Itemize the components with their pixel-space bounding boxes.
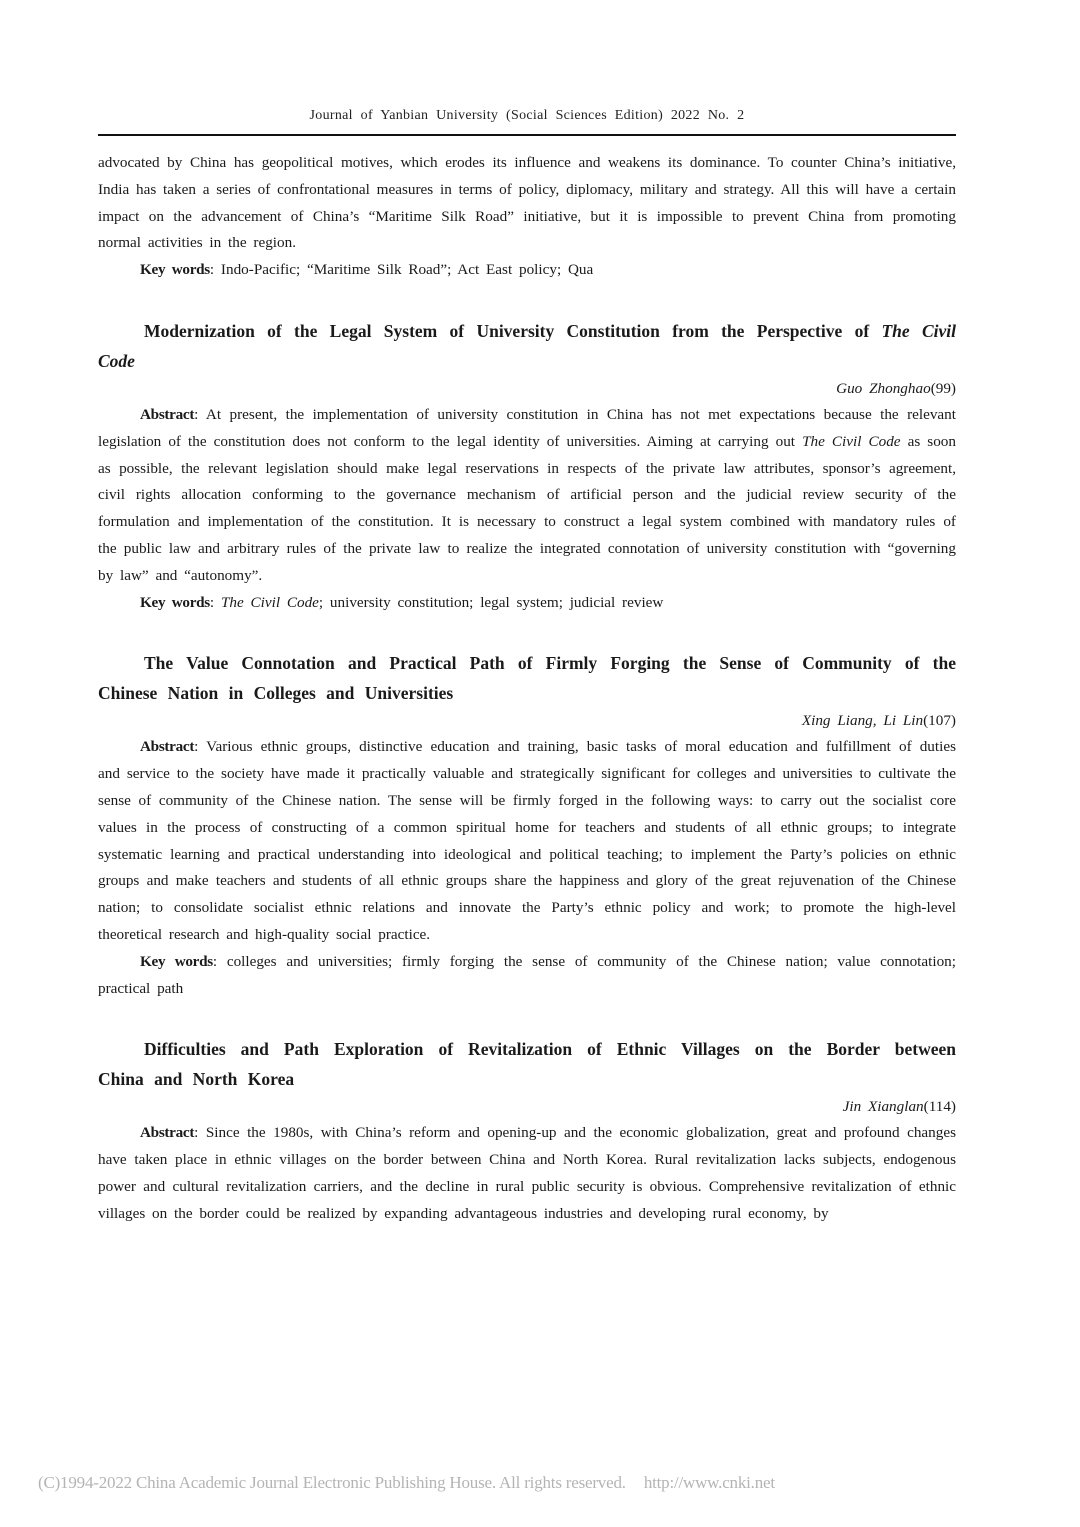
- continued-abstract: [98, 150, 956, 284]
- article-title: [98, 316, 956, 376]
- page-number: (99): [930, 379, 956, 397]
- keywords-label: Key words: [140, 593, 210, 611]
- author-names: Guo Zhonghao: [836, 379, 931, 397]
- abstract-text: : Since the 1980s, with China’s reform and opening-up and the economic globalization, great and profound changes have taken place in ethnic villages on the border between China and North Korea. Rural revitalization lacks subjects, endogenous power and cultural revitalization carriers, and the decline in rural public security is obvious. Comprehensive revitalization of ethnic villages on the border could be realized by expanding advantageous industries and developing rural economy, by: [98, 1124, 956, 1222]
- abstract-italic: The Civil Code: [802, 432, 901, 450]
- keywords-line: [98, 590, 956, 617]
- header-rule: [98, 134, 956, 136]
- footer-url[interactable]: http://www.cnki.net: [643, 1473, 775, 1492]
- keywords-text: : Indo-Pacific; “Maritime Silk Road”; Act East policy; Qua: [209, 261, 594, 279]
- abstract-text: : At present, the implementation of university constitution in China has not met expectations because the relevant legislation of the constitution does not conform to the legal identity of universities. Aiming at carrying out: [98, 405, 956, 450]
- article-abstract: [98, 402, 956, 590]
- article-entry: [98, 1034, 956, 1227]
- page-number: (107): [923, 712, 956, 730]
- title-text: Modernization of the Legal System of University Constitution from the Perspective of: [144, 320, 882, 341]
- abstract-label: Abstract: [140, 738, 195, 756]
- keywords-label: Key words: [140, 952, 213, 970]
- abstract-text: : Various ethnic groups, distinctive education and training, basic tasks of moral education and fulfillment of duties and service to the society have made it practically valuable and strategically significant for colleges and universities to cultivate the sense of community of the Chinese nation. The sense will be firmly forged in the following ways: to carry out the socialist core values in the process of constructing of a common spiritual home for teachers and students of all ethnic groups; to integrate systematic learning and practical understanding into ideological and political teaching; to implement the Party’s policies on ethnic groups and make teachers and students of all ethnic groups share the happiness and glory of the great rejuvenation of the Chinese nation; to consolidate socialist ethnic relations and innovate the Party’s ethnic policy and work; to promote the high-level theoretical research and high-quality social practice.: [98, 738, 956, 943]
- keywords-text: : colleges and universities; firmly forging the sense of community of the Chinese nation; value connotation; practical path: [98, 952, 956, 997]
- abstract-text: as soon as possible, the relevant legislation should make legal reservations in respects of the private law attributes, sponsor’s agreement, civil rights allocation conforming to the governance mechanism of artificial person and the judicial review security of the formulation and implementation of the constitution. It is necessary to construct a legal system combined with mandatory rules of the public law and arbitrary rules of the private law to realize the integrated connotation of university constitution with “governing by law” and “autonomy”.: [98, 432, 956, 584]
- abstract-label: Abstract: [140, 1124, 195, 1142]
- article-entry: [98, 648, 956, 1002]
- copyright-text: (C)1994-2022 China Academic Journal Electronic Publishing House. All rights reserved.: [38, 1473, 626, 1492]
- author-names: Xing Liang, Li Lin: [801, 712, 924, 730]
- title-italic: The Civil Code: [98, 320, 956, 371]
- article-entry: [98, 316, 956, 616]
- page-number: (114): [923, 1098, 956, 1116]
- article-authors: [98, 376, 956, 402]
- copyright-footer: [38, 1473, 775, 1493]
- keywords-italic: The Civil Code: [220, 593, 319, 611]
- article-title: Difficulties and Path Exploration of Revitalization of Ethnic Villages on the Border between China and North Korea: [98, 1039, 956, 1090]
- running-header: Journal of Yanbian University (Social Sciences Edition) 2022 No. 2: [309, 108, 745, 123]
- keywords-sep: :: [209, 593, 221, 611]
- article-abstract: [98, 1120, 956, 1227]
- abstract-label: Abstract: [140, 405, 195, 423]
- keywords-line: [98, 257, 956, 284]
- article-abstract: [98, 734, 956, 948]
- abstract-continuation: advocated by China has geopolitical motives, which erodes its influence and weakens its dominance. To counter China’s initiative, India has taken a series of confrontational measures in terms of policy, diplomacy, military and strategy. All this will have a certain impact on the advancement of China’s “Maritime Silk Road” initiative, but it is impossible to prevent China from promoting normal activities in the region.: [98, 154, 956, 252]
- article-authors: [98, 708, 956, 734]
- keywords-text: ; university constitution; legal system; judicial review: [318, 593, 664, 611]
- author-names: Jin Xianglan: [842, 1098, 924, 1116]
- keywords-line: [98, 949, 956, 1003]
- page-content: [98, 150, 956, 1228]
- article-authors: [98, 1094, 956, 1120]
- keywords-label: Key words: [140, 261, 210, 279]
- article-title: The Value Connotation and Practical Path of Firmly Forging the Sense of Community of the Chinese Nation in Colleges and Universities: [98, 653, 956, 704]
